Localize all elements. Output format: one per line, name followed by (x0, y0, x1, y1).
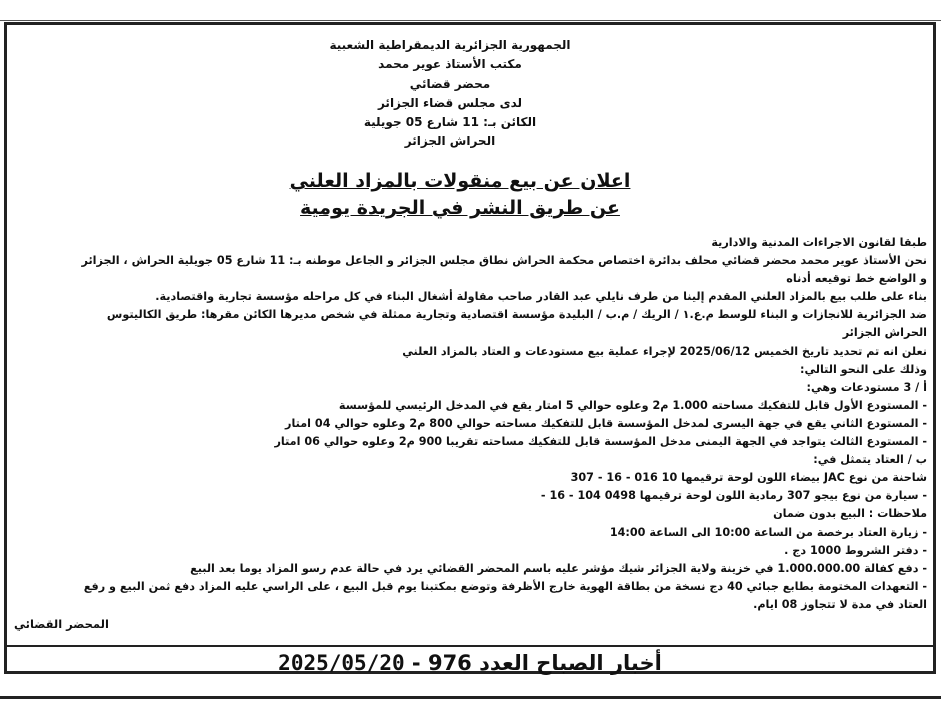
top-rule (0, 20, 941, 21)
body-paragraph: شاحنة من نوع JAC بيضاء اللون لوحة ترقيمها 10 016 - 16 - 307 (570, 471, 927, 485)
announcement-title: اعلان عن بيع منقولات بالمزاد العلني (289, 170, 631, 192)
body-paragraph: - زيارة العتاد برخصة من الساعة 10:00 الى الساعة 14:00 (609, 525, 927, 539)
body-paragraph: بناء على طلب بيع بالمزاد العلني المقدم إلينا من طرف نايلي عبد القادر صاحب مقاولة أشغال البناء في كل مراحله مؤسسة تجارية واقتصادية. (155, 290, 927, 304)
body-paragraph: - دفع كفالة 1.000.000.00 في خزينة ولاية الجزائر شيك مؤشر عليه باسم المحضر القضائي يرد في حالة عدم رسو المزاد يوما بعد البيع (190, 561, 927, 575)
body-paragraph: - المستودع الثاني يقع في جهة اليسرى لمدخل المؤسسة قابل للتفكيك مساحته حوالي 800 م2 وعلوه حوالي 04 امتار (285, 416, 927, 430)
body-paragraph: طبقا لقانون الاجراءات المدنية والادارية (711, 236, 927, 249)
publication-date: 2025/05/20 (278, 651, 405, 675)
bailiff-signature: المحضر القضائي (14, 617, 109, 631)
body-paragraph: العتاد في مدة لا تتجاوز 08 ايام. (753, 597, 927, 611)
header-line-republic: الجمهورية الجزائرية الديمقراطية الشعبية (329, 38, 571, 52)
header-line-address: الكائن بـ: 11 شارع 05 جويلية (363, 115, 537, 130)
body-paragraph: الحراش الجزائر (842, 326, 927, 340)
announcement-subtitle: عن طريق النشر في الجريدة يومية (300, 197, 620, 219)
body-paragraph: وذلك على النحو التالي: (799, 362, 927, 376)
document-header (280, 36, 620, 152)
body-paragraph: - دفتر الشروط 1000 دج . (784, 543, 927, 557)
body-paragraph: نعلن انه تم تحديد تاريخ الخميس 2025/06/12 لإجراء عملية بيع مستودعات و العتاد بالمزاد العلني (402, 344, 927, 358)
bottom-rule (0, 696, 941, 699)
newspaper-issue: أخبار الصباح العدد 976 - (411, 651, 662, 675)
header-line-city: الحراش الجزائر (404, 134, 496, 149)
announcement-titles (280, 168, 640, 222)
body-paragraph: ب / العتاد يتمثل في: (813, 453, 927, 467)
footer-divider (7, 645, 933, 647)
header-line-office: مكتب الأستاذ عوير محمد (378, 57, 522, 72)
header-line-role: محضر قضائي (409, 76, 491, 91)
body-paragraph: - سيارة من نوع بيجو 307 رمادية اللون لوحة ترقيمها 0498 104 - 16 - (540, 489, 927, 503)
body-paragraph: ضد الجزائرية للانجازات و البناء للوسط م.ع.١ / الريك / م.ب / البليدة مؤسسة اقتصادية وتجارية ممثلة في شخص مديرها الكائن مقرها: طريق الكاليتوس (106, 308, 927, 322)
newspaper-footer (4, 648, 936, 678)
body-paragraph: و الواضع خط توقيعه أدناه (786, 272, 927, 286)
body-paragraph: أ / 3 مستودعات وهي: (806, 380, 927, 394)
body-paragraph: نحن الأستاذ عوير محمد محضر قضائي محلف بدائرة اختصاص محكمة الحراش نطاق مجلس الجزائر و الجاعل موطنه بـ: 11 شارع 05 جويلية الحراش ، الجزائر (81, 254, 927, 268)
body-paragraph: ملاحظات : البيع بدون ضمان (773, 507, 927, 521)
body-paragraph: - التعهدات المختومة بطابع جبائي 40 دج نسخة من بطاقة الهوية خارج الأظرفة وتوضع بمكتبنا يوم قبل البيع ، على الراسي عليه المزاد دفع ثمن البيع و رفع (83, 579, 927, 593)
header-line-court: لدى مجلس قضاء الجزائر (377, 95, 523, 110)
body-paragraph: - المستودع الثالث يتواجد في الجهة اليمنى مدخل المؤسسة قابل للتفكيك مساحته تقريبا 900 م2 وعلوه حوالي 06 امتار (274, 435, 927, 449)
body-paragraph: - المستودع الأول قابل للتفكيك مساحته 1.000 م2 وعلوه حوالي 5 امتار يقع في المدخل الرئيسي للمؤسسة (338, 398, 927, 412)
announcement-body (15, 234, 927, 614)
